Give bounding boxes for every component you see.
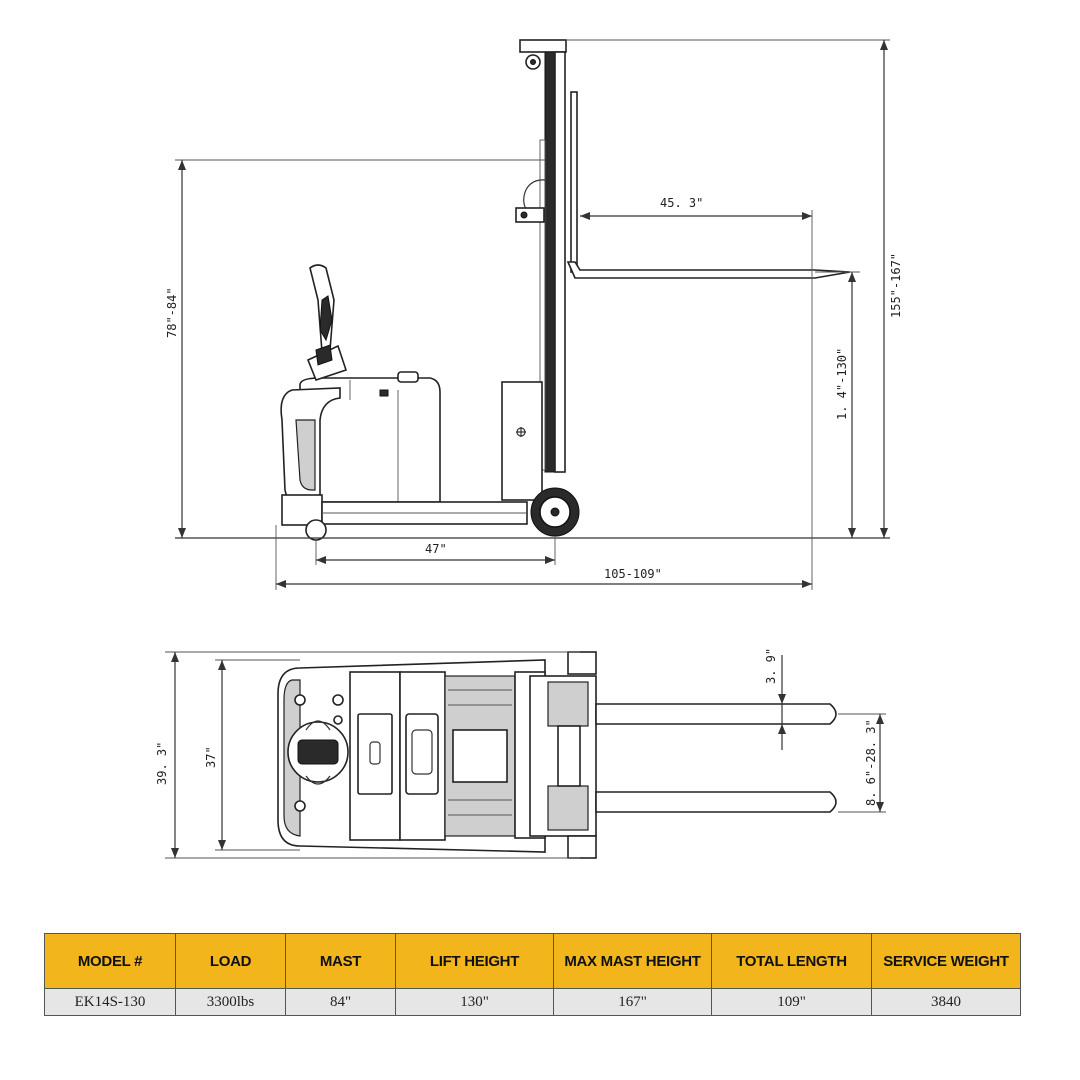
motor-grille <box>445 676 515 836</box>
fork-spread-label: 8. 6"-28. 3" <box>864 719 878 806</box>
value-max-mast-height: 167" <box>554 989 712 1016</box>
overall-width-label: 39. 3" <box>155 741 169 785</box>
header-load: LOAD <box>176 934 286 989</box>
header-mast: MAST <box>286 934 396 989</box>
spec-header-row <box>45 934 1021 989</box>
forks-side <box>568 262 850 278</box>
header-total-length: TOTAL LENGTH <box>712 934 872 989</box>
spec-table <box>44 933 1021 1016</box>
lift-height-label: 1. 4"-130" <box>835 347 849 420</box>
battery-covers <box>350 672 445 840</box>
dim-fork-length <box>580 196 812 590</box>
total-length-label: 105-109" <box>604 567 662 581</box>
forks-top <box>596 704 836 812</box>
fork-length-label: 45. 3" <box>660 196 704 210</box>
header-model: MODEL # <box>45 934 176 989</box>
fork-width-label: 3. 9" <box>764 647 778 684</box>
max-mast-height-label: 155"-167" <box>889 252 903 318</box>
load-wheel <box>531 488 579 536</box>
spec-value-row <box>45 989 1021 1016</box>
mast-top <box>515 652 596 858</box>
dim-fork-spread <box>838 714 886 812</box>
dim-total-length <box>276 525 812 590</box>
truck-body <box>281 372 440 505</box>
value-load: 3300lbs <box>176 989 286 1016</box>
dim-lift-height <box>815 272 860 538</box>
value-model: EK14S-130 <box>45 989 176 1016</box>
value-service-weight: 3840 <box>872 989 1021 1016</box>
wheelbase-label: 47" <box>425 542 447 556</box>
tiller-handle <box>308 265 346 380</box>
top-view <box>155 648 886 858</box>
dim-fork-width <box>764 648 786 750</box>
body-width-label: 37" <box>204 746 218 768</box>
header-max-mast-height: MAX MAST HEIGHT <box>554 934 712 989</box>
value-mast: 84" <box>286 989 396 1016</box>
side-view <box>165 40 903 590</box>
value-total-length: 109" <box>712 989 872 1016</box>
dim-wheelbase <box>316 536 555 565</box>
mast-height-label: 78"-84" <box>165 287 179 338</box>
header-lift-height: LIFT HEIGHT <box>396 934 554 989</box>
value-lift-height: 130" <box>396 989 554 1016</box>
header-service-weight: SERVICE WEIGHT <box>872 934 1021 989</box>
